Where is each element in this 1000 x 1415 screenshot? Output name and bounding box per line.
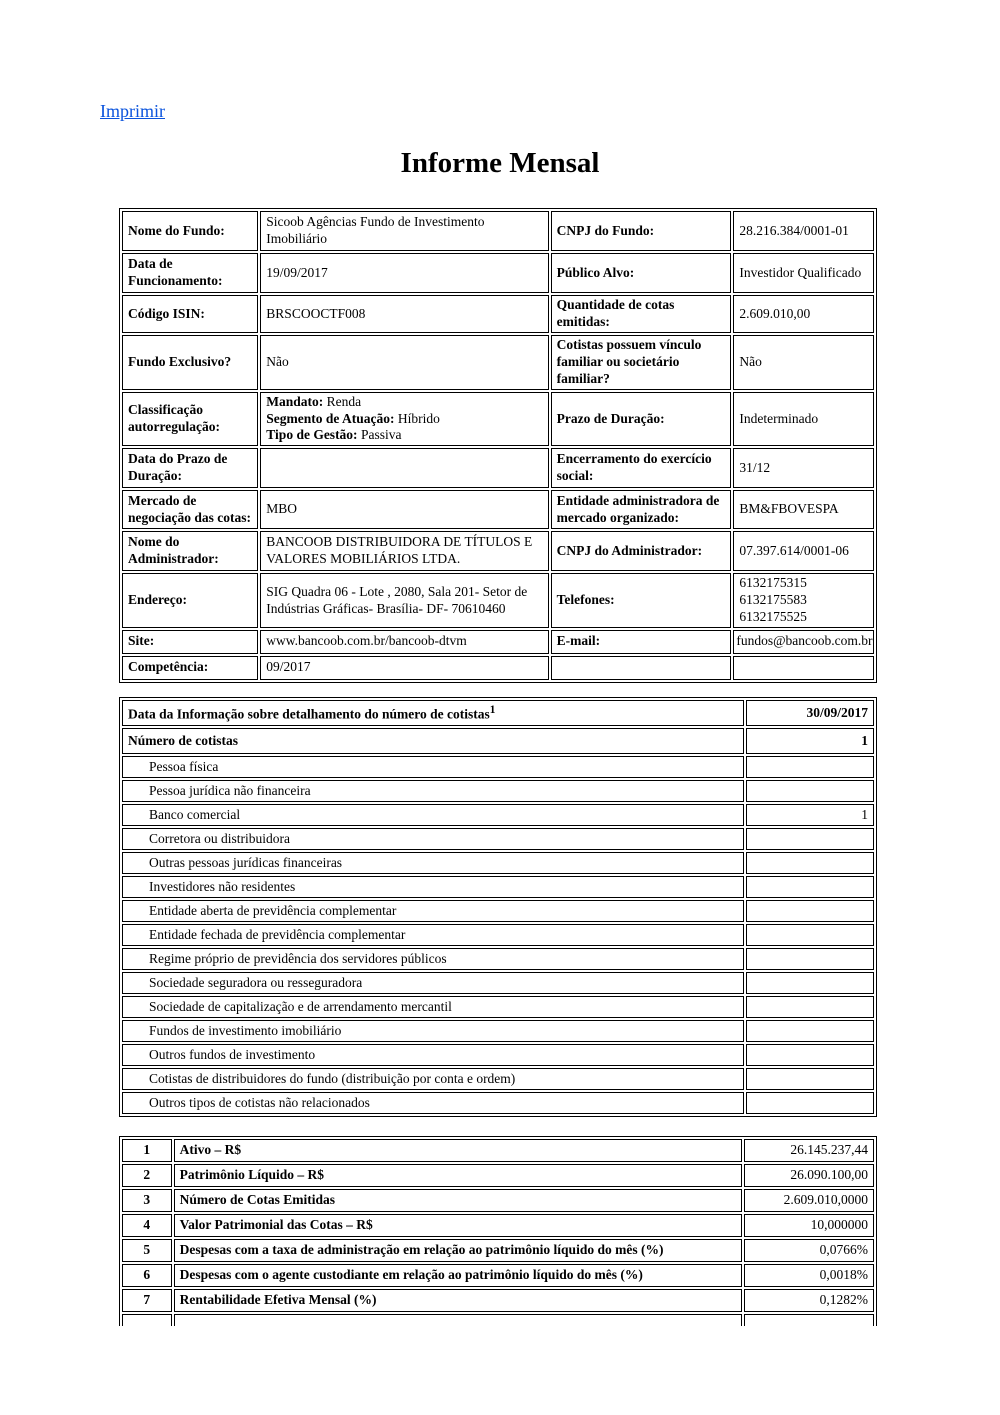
indicator-number	[122, 1314, 172, 1326]
target-public-value: Investidor Qualificado	[733, 253, 874, 293]
fund-info-section	[119, 208, 877, 683]
footnote-marker: 1	[489, 703, 496, 716]
cotista-type-label: Banco comercial	[122, 804, 744, 826]
admin-cnpj-label: CNPJ do Administrador:	[551, 531, 732, 571]
indicator-number: 2	[122, 1164, 172, 1187]
table-row	[122, 948, 874, 970]
indicator-label: Despesas com a taxa de administração em relação ao patrimônio líquido do mês (%)	[174, 1239, 743, 1262]
cotista-type-value	[746, 924, 874, 946]
indicators-section	[119, 1136, 877, 1326]
cotista-type-value	[746, 900, 874, 922]
indicator-number: 5	[122, 1239, 172, 1262]
address-label: Endereço:	[122, 573, 258, 628]
cotista-type-label: Outras pessoas jurídicas financeiras	[122, 852, 744, 874]
indicator-number: 7	[122, 1289, 172, 1312]
table-row	[122, 335, 874, 390]
indicator-label: Patrimônio Líquido – R$	[174, 1164, 743, 1187]
table-row	[122, 1239, 874, 1262]
table-row	[122, 728, 874, 754]
table-row	[122, 924, 874, 946]
table-row	[122, 448, 874, 488]
indicators-table	[119, 1136, 877, 1326]
duration-date-label: Data do Prazo de Duração:	[122, 448, 258, 488]
phone-line: 6132175583	[739, 592, 807, 608]
exclusive-fund-label: Fundo Exclusivo?	[122, 335, 258, 390]
family-link-label: Cotistas possuem vínculo familiar ou societário familiar?	[551, 335, 732, 390]
table-row	[122, 1068, 874, 1090]
table-row	[122, 1314, 874, 1326]
page-title: Informe Mensal	[400, 147, 600, 179]
gestao-key: Tipo de Gestão:	[266, 427, 358, 443]
indicator-value: 10,000000	[744, 1214, 874, 1237]
table-row	[122, 828, 874, 850]
indicator-number: 6	[122, 1264, 172, 1287]
indicator-value: 0,0766%	[744, 1239, 874, 1262]
segmento-key: Segmento de Atuação:	[266, 410, 395, 426]
email-value: fundos@bancoob.com.br	[733, 630, 874, 654]
competencia-value: 09/2017	[260, 656, 548, 680]
indicator-number: 4	[122, 1214, 172, 1237]
self-regulation-value	[260, 392, 548, 447]
table-row	[122, 756, 874, 778]
address-value: SIG Quadra 06 - Lote , 2080, Sala 201- Setor de Indústrias Gráficas- Brasília- DF- 70610460	[260, 573, 548, 628]
fund-cnpj-value: 28.216.384/0001-01	[733, 211, 874, 251]
print-link[interactable]: Imprimir	[100, 101, 165, 121]
trading-market-label: Mercado de negociação das cotas:	[122, 490, 258, 529]
fiscal-year-end-value: 31/12	[733, 448, 874, 488]
cotista-type-label: Outros tipos de cotistas não relacionados	[122, 1092, 744, 1114]
table-row	[122, 1020, 874, 1042]
cotistas-table	[119, 697, 877, 1117]
email-label: E-mail:	[551, 630, 732, 654]
cotista-type-label: Investidores não residentes	[122, 876, 744, 898]
indicator-label: Rentabilidade Efetiva Mensal (%)	[174, 1289, 743, 1312]
table-row	[122, 1214, 874, 1237]
site-value: www.bancoob.com.br/bancoob-dtvm	[260, 630, 548, 654]
table-row	[122, 900, 874, 922]
cotista-type-label: Entidade aberta de previdência complementar	[122, 900, 744, 922]
table-row	[122, 573, 874, 628]
duration-term-value: Indeterminado	[733, 392, 874, 447]
table-row	[122, 996, 874, 1018]
table-row	[122, 295, 874, 333]
cotista-type-label: Pessoa jurídica não financeira	[122, 780, 744, 802]
fund-name-value: Sicoob Agências Fundo de Investimento Imobiliário	[260, 211, 548, 251]
cotistas-total-label: Número de cotistas	[122, 728, 744, 754]
indicator-label: Ativo – R$	[174, 1139, 743, 1162]
fund-info-table	[119, 208, 877, 683]
table-row	[122, 700, 874, 726]
segmento-line	[266, 411, 542, 428]
table-row	[122, 630, 874, 654]
table-row	[122, 1264, 874, 1287]
table-row	[122, 1139, 874, 1162]
indicator-label	[174, 1314, 743, 1326]
empty-cell	[733, 656, 874, 680]
cotista-type-value	[746, 828, 874, 850]
admin-name-value: BANCOOB DISTRIBUIDORA DE TÍTULOS E VALORES MOBILIÁRIOS LTDA.	[260, 531, 548, 571]
isin-value: BRSCOOCTF008	[260, 295, 548, 333]
site-label: Site:	[122, 630, 258, 654]
fund-name-label: Nome do Fundo:	[122, 211, 258, 251]
indicator-value: 26.145.237,44	[744, 1139, 874, 1162]
table-row	[122, 1289, 874, 1312]
cotista-type-value	[746, 756, 874, 778]
admin-cnpj-value: 07.397.614/0001-06	[733, 531, 874, 571]
cotista-type-label: Sociedade de capitalização e de arrendamento mercantil	[122, 996, 744, 1018]
admin-name-label: Nome do Administrador:	[122, 531, 258, 571]
mandato-key: Mandato:	[266, 393, 324, 409]
cotista-type-label: Fundos de investimento imobiliário	[122, 1020, 744, 1042]
table-row	[122, 852, 874, 874]
cotista-type-label: Regime próprio de previdência dos servidores públicos	[122, 948, 744, 970]
isin-label: Código ISIN:	[122, 295, 258, 333]
indicator-number: 3	[122, 1189, 172, 1212]
self-regulation-label: Classificação autorregulação:	[122, 392, 258, 447]
family-link-value: Não	[733, 335, 874, 390]
cotista-type-label: Sociedade seguradora ou resseguradora	[122, 972, 744, 994]
cotista-type-value	[746, 948, 874, 970]
cotista-type-label: Entidade fechada de previdência complementar	[122, 924, 744, 946]
table-row	[122, 1164, 874, 1187]
mandato-val: Renda	[323, 393, 362, 409]
trading-market-value: MBO	[260, 490, 548, 529]
cotistas-section	[119, 697, 877, 1117]
table-row	[122, 253, 874, 293]
table-row	[122, 804, 874, 826]
cotistas-info-date-label	[122, 700, 744, 726]
cotista-type-value	[746, 996, 874, 1018]
cotista-type-value: 1	[746, 804, 874, 826]
cotista-type-value	[746, 852, 874, 874]
target-public-label: Público Alvo:	[551, 253, 732, 293]
cotistas-info-date-text: Data da Informação sobre detalhamento do número de cotistas	[128, 706, 490, 722]
fund-cnpj-label: CNPJ do Fundo:	[551, 211, 732, 251]
table-row	[122, 656, 874, 680]
cotista-type-value	[746, 1044, 874, 1066]
phone-line: 6132175525	[739, 609, 807, 624]
table-row	[122, 531, 874, 571]
indicator-label: Número de Cotas Emitidas	[174, 1189, 743, 1212]
shares-issued-value: 2.609.010,00	[733, 295, 874, 333]
indicator-value: 2.609.010,0000	[744, 1189, 874, 1212]
table-row	[122, 1092, 874, 1114]
phones-label: Telefones:	[551, 573, 732, 628]
table-row	[122, 1044, 874, 1066]
gestao-val: Passiva	[357, 427, 402, 443]
table-row	[122, 392, 874, 447]
table-row	[122, 972, 874, 994]
table-row	[122, 1189, 874, 1212]
cotista-type-value	[746, 876, 874, 898]
phone-line: 6132175315	[739, 575, 807, 591]
start-date-value: 19/09/2017	[260, 253, 548, 293]
indicator-value: 0,0018%	[744, 1264, 874, 1287]
segmento-val: Híbrido	[394, 410, 440, 426]
cotista-type-value	[746, 1068, 874, 1090]
gestao-line	[266, 427, 542, 444]
exclusive-fund-value: Não	[260, 335, 548, 390]
indicator-value: 0,1282%	[744, 1289, 874, 1312]
market-entity-value: BM&FBOVESPA	[733, 490, 874, 529]
competencia-label: Competência:	[122, 656, 258, 680]
cotista-type-value	[746, 1020, 874, 1042]
table-row	[122, 490, 874, 529]
cotistas-total-value: 1	[746, 728, 874, 754]
cotista-type-label: Outros fundos de investimento	[122, 1044, 744, 1066]
cotista-type-label: Pessoa física	[122, 756, 744, 778]
empty-cell	[551, 656, 732, 680]
shares-issued-label: Quantidade de cotas emitidas:	[551, 295, 732, 333]
indicator-value: 26.090.100,00	[744, 1164, 874, 1187]
mandato-line	[266, 394, 542, 411]
duration-term-label: Prazo de Duração:	[551, 392, 732, 447]
start-date-label: Data de Funcionamento:	[122, 253, 258, 293]
indicator-label: Valor Patrimonial das Cotas – R$	[174, 1214, 743, 1237]
indicator-label: Despesas com o agente custodiante em relação ao patrimônio líquido do mês (%)	[174, 1264, 743, 1287]
indicator-value	[744, 1314, 874, 1326]
phones-value	[733, 573, 874, 628]
market-entity-label: Entidade administradora de mercado organizado:	[551, 490, 732, 529]
cotista-type-value	[746, 1092, 874, 1114]
fiscal-year-end-label: Encerramento do exercício social:	[551, 448, 732, 488]
table-row	[122, 211, 874, 251]
cotistas-info-date-value: 30/09/2017	[746, 700, 874, 726]
cotista-type-label: Cotistas de distribuidores do fundo (distribuição por conta e ordem)	[122, 1068, 744, 1090]
table-row	[122, 780, 874, 802]
indicator-number: 1	[122, 1139, 172, 1162]
cotista-type-value	[746, 972, 874, 994]
cotista-type-value	[746, 780, 874, 802]
cotista-type-label: Corretora ou distribuidora	[122, 828, 744, 850]
table-row	[122, 876, 874, 898]
duration-date-value	[260, 448, 548, 488]
